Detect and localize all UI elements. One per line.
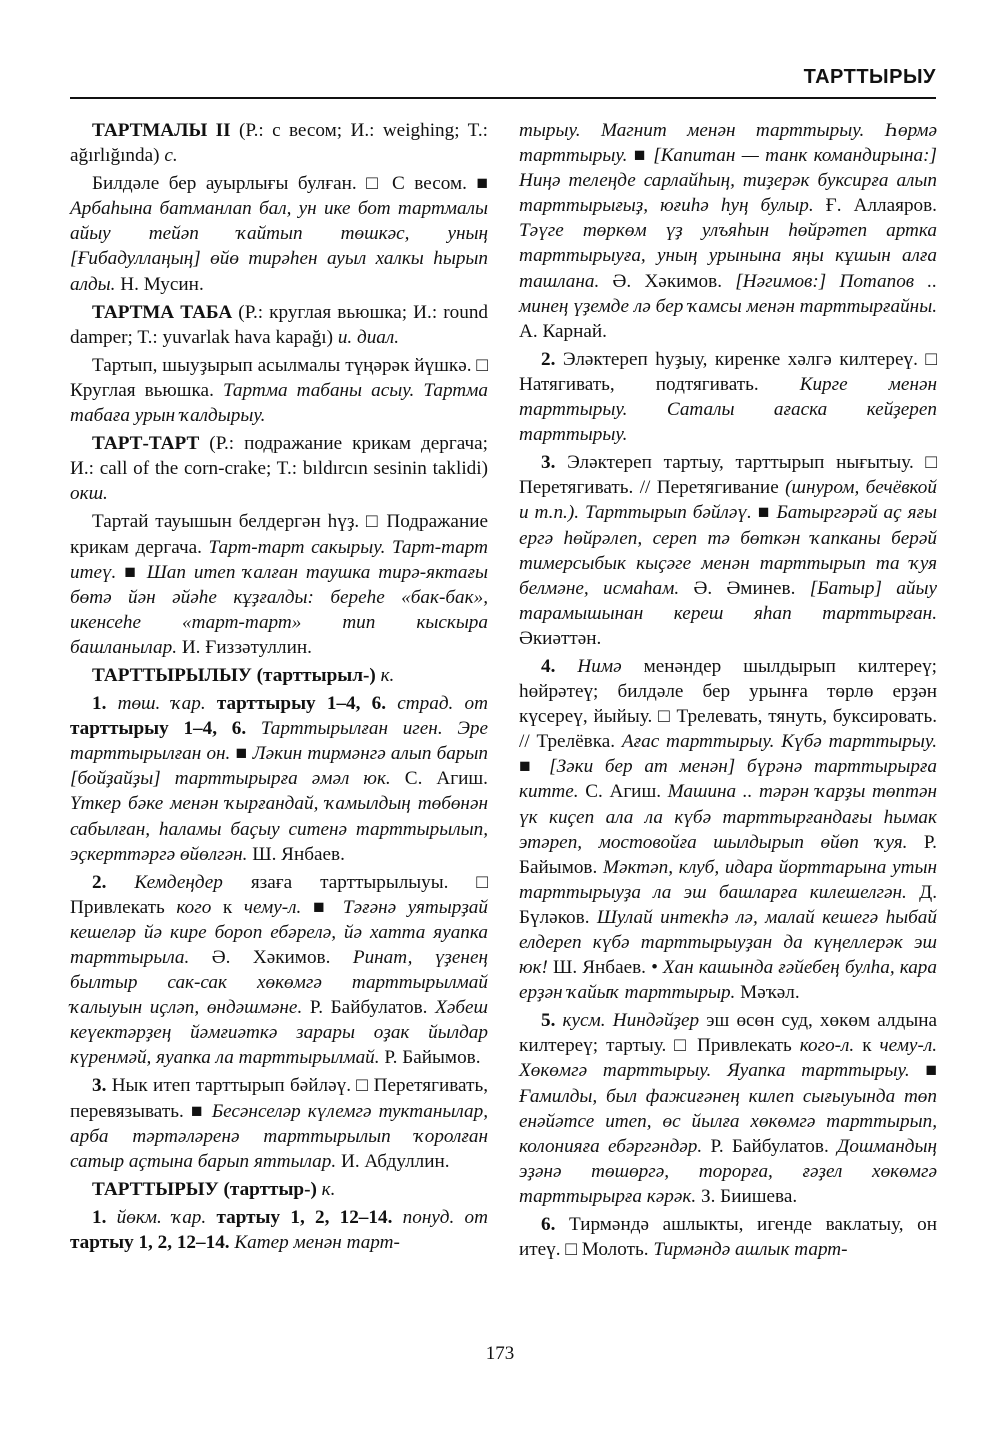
example: Тартма табаны асыу. Тартма табаға урын ҡалдырыу. bbox=[70, 379, 488, 427]
cross-ref: тарттырыу 1–4, 6. bbox=[70, 718, 247, 740]
example: Ниндәйҙер bbox=[612, 1010, 700, 1032]
source: Р. Байымов. bbox=[519, 831, 937, 878]
pos-label: и. диал. bbox=[337, 326, 400, 348]
source: Әкиәттән. bbox=[519, 627, 602, 649]
example: Шулай интекһә лә, малай кешегә һыбай елдереп күбә тарттырыуҙан да күңеллерәк эш юк! bbox=[519, 906, 937, 979]
entry-tart-tart bbox=[70, 431, 488, 506]
sense-number: 3. bbox=[92, 1075, 112, 1097]
definition: Тирмәндә ашлыкты, игенде ваклатыу, он итеү. □ Молоть. bbox=[519, 1214, 937, 1261]
label: страд. от bbox=[386, 693, 488, 715]
source: Д. Бүләков. bbox=[519, 881, 937, 928]
example: • Хан кашында ғәйебең булһа, кара ерҙән ҡайыҡ тарттырыр. bbox=[519, 957, 937, 1004]
source: Н. Мусин. bbox=[115, 273, 204, 295]
source: Мәҡәл. bbox=[735, 982, 800, 1004]
source: Ш. Янбаев. bbox=[247, 843, 345, 865]
sense-3 bbox=[70, 1073, 488, 1173]
definition: к bbox=[854, 1035, 880, 1057]
gram-note: (Р.: подражание крикам дергача; И.: call of the corn-crake; T.: bıldırcın sesinin taklidi) bbox=[70, 433, 488, 480]
example: Ринат, үҙенең былтыр сак-сак хөкөмгә тарттырылмай ҡалыуын иҫләп, өндәшмәне. bbox=[70, 947, 488, 1019]
example: чему-л. bbox=[243, 896, 302, 918]
definition: ■ bbox=[301, 896, 343, 918]
sense-2 bbox=[519, 347, 937, 447]
entry-tartma-taba bbox=[70, 300, 488, 350]
label: кусм. bbox=[562, 1010, 613, 1032]
entry-tartma-taba-body bbox=[70, 353, 488, 428]
example: Катер менән тарт- bbox=[229, 1232, 400, 1254]
pos-label: с. bbox=[164, 145, 178, 167]
example: Машина .. тәрән ҡарҙы төптән үк киҫеп ала ла күбә тарттырғандағы һымак этәреп, мостовойға шылдырып өйөп ҡуя. bbox=[519, 781, 937, 853]
example: Кемдеңдер bbox=[134, 871, 223, 893]
source: Р. Байымов. bbox=[379, 1047, 481, 1069]
source: С. Агиш. bbox=[578, 781, 668, 803]
cross-ref: тартыу 1, 2, 12–14. bbox=[70, 1232, 230, 1254]
header-rule bbox=[70, 97, 936, 99]
sense-number: 1. bbox=[92, 1206, 117, 1228]
label: төш. ҡар. bbox=[117, 693, 217, 715]
source: А. Карнай. bbox=[519, 320, 607, 342]
example: (шнуром, бечёвкой и т.п.). Тарттырып бәйләү. bbox=[519, 477, 937, 524]
sense-number: 1. bbox=[92, 693, 118, 715]
example: Үткер бәке менән ҡырғандай, ҡамылдың төбөнән сабылған, һаламы баҫыу ситенә тарттырылып, эҫкерттәргә өйөлгән. bbox=[70, 793, 488, 865]
headword: ТАРТ-ТАРТ bbox=[92, 433, 200, 455]
definition: эш өсөн суд, хөкөм алдына килтереү; тартыу. □ Привлекать bbox=[519, 1010, 937, 1057]
definition: Билдәле бер ауырлығы булған. □ С весом. ■ bbox=[92, 173, 488, 195]
definition: Эләктереп һуҙыу, киренке хәлгә килтереү. □ Натягивать, подтягивать. bbox=[519, 348, 937, 395]
entry-tartmaly bbox=[70, 118, 488, 168]
sense-number: 5. bbox=[541, 1010, 563, 1032]
pos-label: к. bbox=[380, 664, 395, 686]
right-column bbox=[519, 118, 937, 1265]
example: [Нәгимов:] Потапов .. минең үҙемде лә бер ҡамсы менән тарттырғайны. bbox=[519, 270, 937, 317]
source: С. Агиш. bbox=[390, 768, 488, 790]
label: йөкм. ҡар. bbox=[116, 1206, 217, 1228]
definition: ■ bbox=[751, 502, 777, 524]
source: Р. Байбулатов. bbox=[302, 997, 436, 1019]
example: Нимә bbox=[577, 655, 622, 677]
definition: Нык итеп тарттырып бәйләү. □ Перетягивать, перевязывать. ■ bbox=[70, 1075, 489, 1122]
definition: Тартай тауышын белдергән һүҙ. □ Подражание крикам дергача. bbox=[70, 511, 488, 558]
headword: ТАРТМА ТАБА bbox=[92, 301, 233, 323]
page-number: 173 bbox=[485, 1343, 515, 1364]
example: кого bbox=[176, 896, 212, 918]
definition: к bbox=[211, 896, 244, 918]
source: Ә. Хәкимов. bbox=[599, 270, 736, 292]
entry-tart-tart-body bbox=[70, 509, 488, 660]
example: Тәүге төркөм үҙ улъяһын һөйрәтеп артка тарттырыуға, уның урынына яңы кұшын алға ташлана. bbox=[519, 220, 937, 292]
example: Бесәнселәр күлемгә туктанылар, арба тәртәләренә тарттырылып ҡоролған сатыр аҫтына барып яттылар. bbox=[70, 1100, 488, 1172]
headword: ТАРТТЫРЫУ bbox=[92, 1178, 219, 1200]
source: Р. Байбулатов. bbox=[702, 1135, 838, 1157]
source: Ә. Хәкимов. bbox=[189, 947, 353, 968]
example: Тарт-тарт сакырыу. Тарт-тарт итеү. ■ Шап итеп ҡалған таушка тирә-яктағы бөтә йән әйәһе кұҙғалды: береһе «бак-бак», икенсеһе «тарт-тарт» тип кыскыра башланылар. bbox=[70, 536, 488, 658]
example: Хәбеш кеүектәрҙең йәмғиәткә зарары оҙак йылдар күренмәй, яуапка ла тарттырылмай. bbox=[70, 997, 488, 1069]
headword: ТАРТМАЛЫ II bbox=[92, 120, 231, 141]
example: [Батыр] айыу тарамышынан кереш яһап тарттырған. bbox=[519, 577, 937, 624]
sense-number: 2. bbox=[92, 871, 135, 893]
sense-3 bbox=[519, 450, 937, 651]
pos-label: к. bbox=[321, 1178, 336, 1200]
sense-number: 3. bbox=[541, 452, 568, 474]
source: З. Биишева. bbox=[696, 1185, 798, 1207]
example: чему-л. Хөкөмгә тарттырыу. Яуапка тарттырыу. ■ Ғамилды, был фажиғәнең килеп сығыуында төп енәйәтсе итеп, өс йылға хөкөмгә тарттырып, колонияға ебәргәндәр. bbox=[519, 1035, 938, 1157]
headword: ТАРТТЫРЫЛЫУ bbox=[92, 664, 252, 686]
gram-note: (тарттырыл-) bbox=[251, 664, 381, 686]
example: Арбаһына батманлап бал, ун ике бот тартмалы айыу тейәп ҡайтып төшкәс, уның [Ғибадуллаӊың] өйө тирәһен ауыл халкы һырып алды. bbox=[70, 198, 488, 295]
source: Ғ. Аллаяров. bbox=[813, 195, 937, 217]
sense-1 bbox=[70, 1205, 488, 1255]
sense-5 bbox=[519, 1008, 937, 1209]
definition: Эләктереп тартыу, тарттырып нығытыу. □ Перетягивать. // Перетягивание bbox=[519, 452, 938, 499]
entry-tarttyryu bbox=[70, 1177, 488, 1202]
example: кого-л. bbox=[799, 1035, 855, 1057]
source: Ә. Әминев. bbox=[679, 577, 810, 599]
example: Дошмандың эҙәнә төшөргә, торорға, ғәҙел хөкөмгә тарттырырға кәрәк. bbox=[519, 1135, 937, 1207]
sense-1 bbox=[70, 691, 488, 867]
running-head: ТАРТТЫРЫУ bbox=[803, 66, 936, 88]
gram-note: (Р.: с весом; И.: weighing; T.: ağırlığında) bbox=[70, 120, 488, 167]
gram-note: (тарттыр-) bbox=[218, 1178, 322, 1200]
example: Батыргәрәй аҫ яғы ергә һөйрәлеп, сереп тә бөткән ҡапканы берәй тимерсыбык кыҫәге менән тарттырып та ҡуя белмәне, исмаһам. bbox=[519, 502, 937, 599]
sense-6 bbox=[519, 1212, 937, 1262]
cross-ref: тарттырыу 1–4, 6. bbox=[216, 693, 387, 715]
pos-label: окш. bbox=[70, 483, 108, 505]
sense-number: 2. bbox=[541, 348, 563, 370]
example: тырыу. Магнит менән тарттырыу. Һөрмә тарттырыу. ■ [Капитан — танк командирына:] Ниңә телеңде сарлайһың, тиҙерәк буксирға алып тарттырығыҙ, юғиһә һуң булыр. bbox=[519, 120, 937, 217]
definition: язаға тарттырылыуы. □ Привлекать bbox=[70, 871, 488, 918]
source: Ш. Янбаев. bbox=[547, 957, 652, 979]
sense-number: 6. bbox=[541, 1214, 569, 1236]
example: Мәктәп, клуб, идара йорттарына утын тарттырыуҙа ла эш башларға килешелгән. bbox=[519, 856, 937, 903]
sense-2 bbox=[70, 870, 488, 1071]
example: Ағас тарттырыу. Күбә тарттырыу. ■ [Зәки бер ат менән] бүрәнә тарттырырға китте. bbox=[519, 731, 937, 803]
example: Тирмәндә ашлык тарт- bbox=[653, 1239, 848, 1261]
continued-sense-1 bbox=[519, 118, 937, 344]
example: Тәғәнә уятырҙай кешеләр йә кире бороп ебәрелә, йә хатта яуапка тарттырыла. bbox=[70, 896, 488, 968]
definition: менәндер шылдырып килтереү; һөйрәтеү; билдәле бер урынға төрлө ерҙән күсереү, йыйыу. □ Трелевать, тянуть, буксировать. // Трелёвка. bbox=[519, 655, 937, 753]
source: И. Ғиззәтуллин. bbox=[177, 636, 312, 658]
definition: Тартып, шыуҙырып асылмалы түңәрәк йүшкә. □ Круглая вьюшка. bbox=[70, 354, 488, 401]
label: понуд. от bbox=[392, 1206, 488, 1228]
left-column bbox=[70, 118, 488, 1258]
example: Кирге менән тарттырыу. Саталы ағаска кейҙереп тарттырыу. bbox=[519, 373, 937, 446]
entry-tartmaly-body bbox=[70, 171, 488, 296]
entry-tarttyrylyu bbox=[70, 663, 488, 688]
gram-note: (Р.: круглая вьюшка; И.: round damper; T.: yuvarlak hava kapağı) bbox=[70, 301, 489, 348]
cross-ref: тартыу 1, 2, 12–14. bbox=[216, 1206, 393, 1228]
example: Тарттырылған иген. Эре тарттырылған он. ■ Ләкин тирмәнгә алып барып [бойҙайҙы] тарттырырға әмәл юк. bbox=[70, 718, 488, 790]
source: И. Абдуллин. bbox=[336, 1150, 450, 1172]
sense-number: 4. bbox=[541, 655, 578, 677]
sense-4 bbox=[519, 654, 937, 1005]
